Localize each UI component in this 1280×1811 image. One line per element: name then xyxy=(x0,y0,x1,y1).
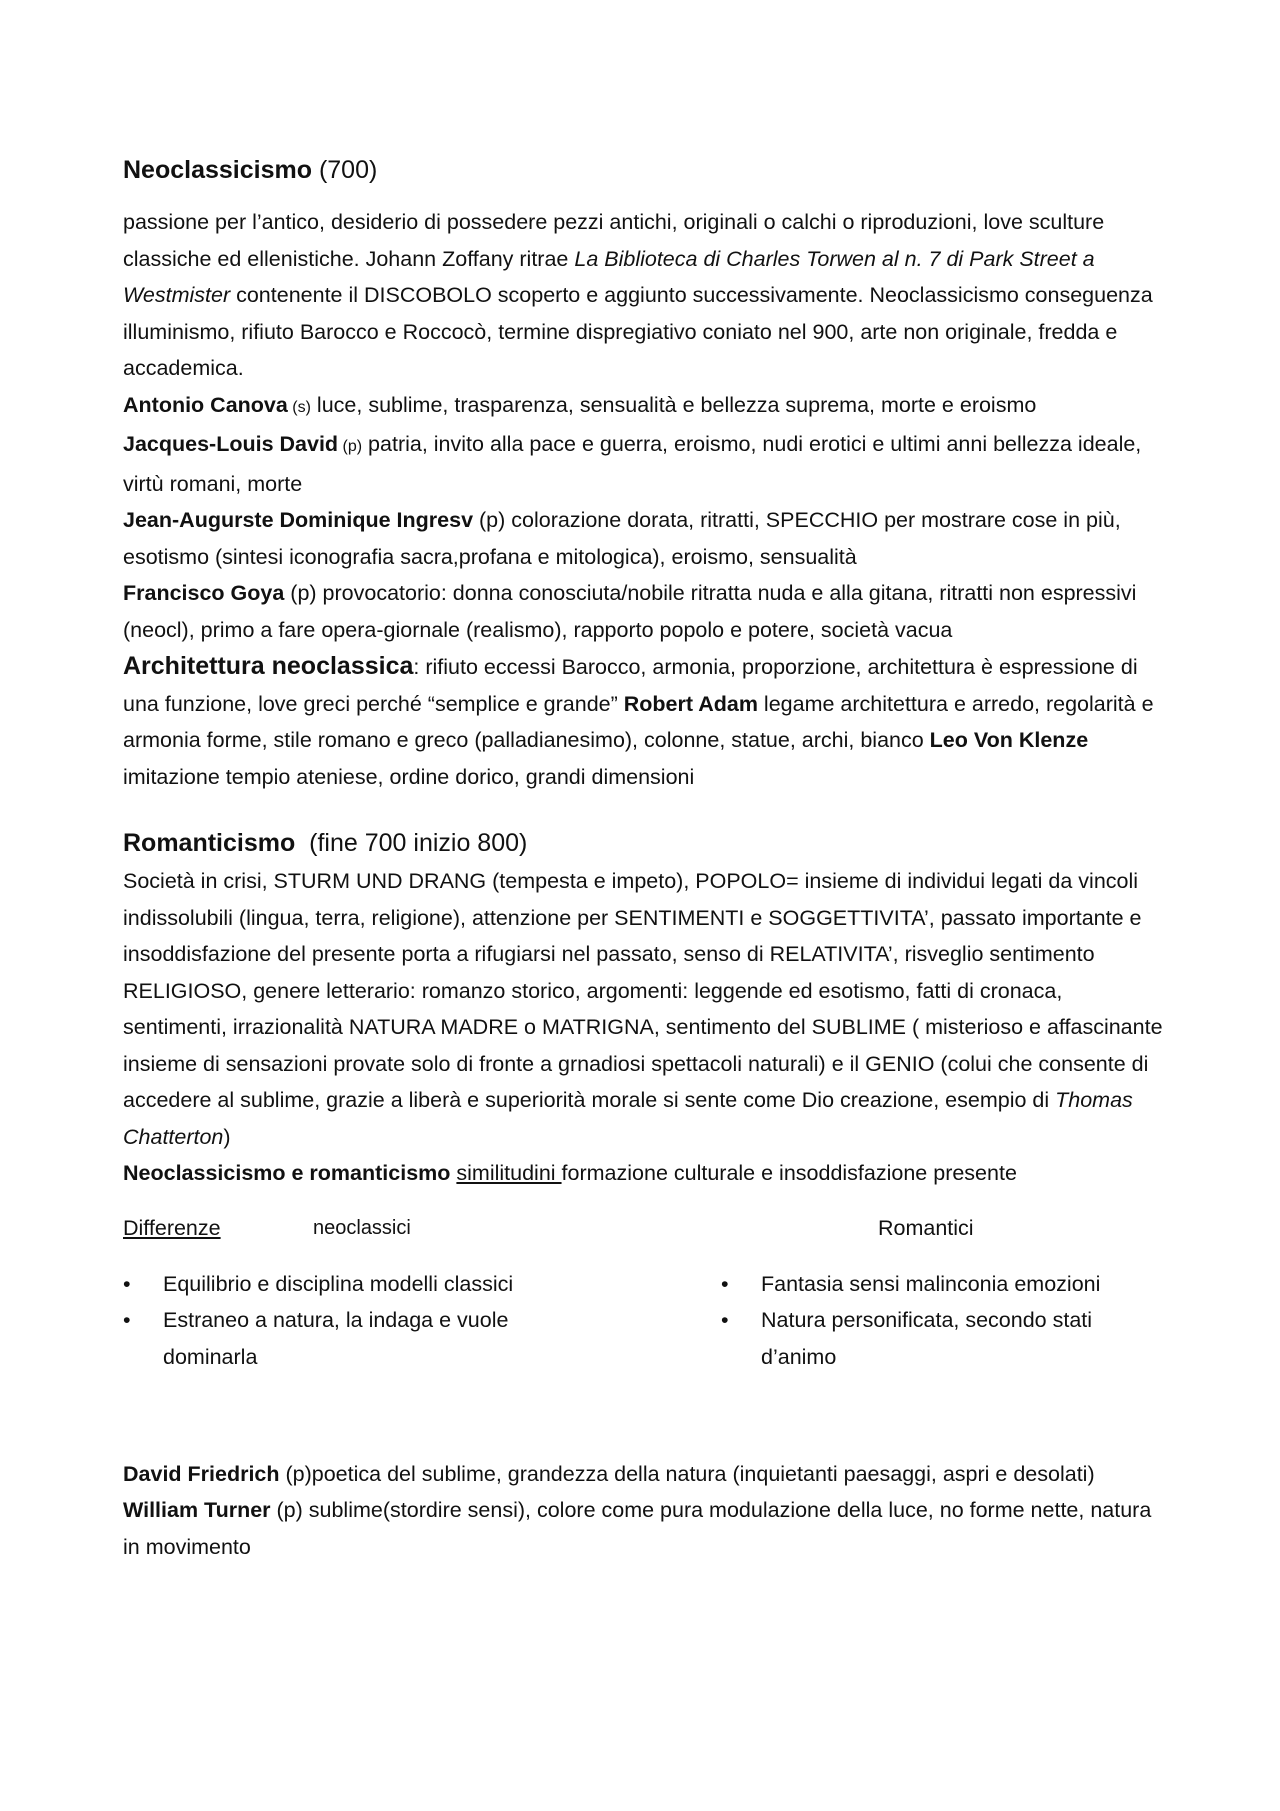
list-item-text: Estraneo a natura, la indaga e vuole dominarla xyxy=(163,1308,509,1369)
comparison-text: formazione culturale e insoddisfazione presente xyxy=(561,1161,1017,1185)
list-item-text: Fantasia sensi malinconia emozioni xyxy=(761,1271,1101,1296)
heading-period: (fine 700 inizio 800) xyxy=(295,829,528,857)
ingres-entry xyxy=(123,502,1168,575)
architect-name: Robert Adam xyxy=(623,691,758,716)
artist-name: William Turner xyxy=(123,1498,271,1522)
bullet-icon: • xyxy=(123,1271,131,1296)
architecture-text: : rifiuto eccessi Barocco, armonia, proporzione, architettura è espressione di una funzione, love greci perché “semplice e grande” xyxy=(123,655,1138,716)
goya-entry xyxy=(123,575,1168,648)
bullet-icon: • xyxy=(721,1271,729,1296)
romanticismo-heading xyxy=(123,823,1168,863)
neoclassicismo-heading xyxy=(123,150,1168,190)
heading-title: Romanticismo xyxy=(123,829,296,857)
architecture-text: legame architettura e arredo, regolarità e armonia forme, stile romano e greco (palladianesimo), colonne, statue, archi, bianco xyxy=(123,691,1154,752)
differences-header xyxy=(123,1210,1168,1246)
section-gap xyxy=(123,795,1168,823)
similarities-label: similitudini xyxy=(456,1161,562,1185)
intro-text: Società in crisi, STURM UND DRANG (tempesta e impeto), POPOLO= insieme di individui legati da vincoli indissolubili (lingua, terra, religione), attenzione per SENTIMENTI e SOGGETTIVITA’, passato importante e insoddisfazione del presente porta a rifugiarsi nel passato, senso di RELATIVITA’, risveglio sentimento RELIGIOSO, genere letterario: romanzo storico, argomenti: leggende ed esotismo, fatti di cronaca, sentimenti, irrazionalità NATURA MADRE o MATRIGNA, sentimento del SUBLIME ( misterioso e affascinante insieme di sensazioni provate solo di fronte a grnadiosi spettacoli naturali) e il GENIO (colui che consente di accedere al sublime, grazie a liberà e superiorità morale si sente come Dio creazione, esempio di xyxy=(123,869,1163,1112)
intro-text-end: ) xyxy=(223,1124,231,1149)
architecture-text: imitazione tempio ateniese, ordine dorico, grandi dimensioni xyxy=(123,764,695,789)
architecture-entry xyxy=(123,648,1168,795)
differences-columns xyxy=(123,1266,1168,1376)
artist-text: patria, invito alla pace e guerra, eroismo, nudi erotici e ultimi anni bellezza ideale, virtù romani, morte xyxy=(123,432,1142,496)
architecture-title: Architettura neoclassica xyxy=(123,652,414,680)
artist-name: Jacques-Louis David xyxy=(123,432,339,456)
comparison-title: Neoclassicismo e romanticismo xyxy=(123,1161,451,1185)
artist-text: (p) sublime(stordire sensi), colore come pura modulazione della luce, no forme nette, natura in movimento xyxy=(123,1498,1152,1559)
intro-text: passione per l’antico, desiderio di possedere pezzi antichi, originali o calchi o riproduzioni, love sculture classiche ed ellenistiche. Johann Zoffany ritrae xyxy=(123,210,1105,271)
bullet-icon: • xyxy=(123,1308,131,1332)
artist-tag: (s) xyxy=(287,398,311,416)
heading-period: (700) xyxy=(312,156,378,184)
comparison-line xyxy=(123,1155,1168,1192)
artist-example: Thomas Chatterton xyxy=(123,1088,1133,1149)
romanticismo-intro xyxy=(123,863,1168,1155)
neoclassici-column-header: neoclassici xyxy=(313,1216,411,1239)
romantici-list xyxy=(721,1266,1151,1376)
intro-text-end: contenente il DISCOBOLO scoperto e aggiunto successivamente. Neoclassicismo conseguenza illuminismo, rifiuto Barocco e Roccocò, termine dispregiativo coniato nel 900, arte non originale, fredda e accademica. xyxy=(123,283,1153,380)
bullet-icon: • xyxy=(721,1308,729,1332)
artist-name: Francisco Goya xyxy=(123,581,285,605)
artist-name: David Friedrich xyxy=(123,1461,280,1486)
differences-label: Differenze xyxy=(123,1215,221,1240)
list-item xyxy=(123,1266,523,1303)
architect-name: Leo Von Klenze xyxy=(929,728,1089,752)
artist-name: Jean-Augurste Dominique Ingresv xyxy=(123,508,474,532)
turner-entry xyxy=(123,1492,1168,1565)
artist-text: (p)poetica del sublime, grandezza della natura (inquietanti paesaggi, aspri e desolati) xyxy=(279,1461,1095,1486)
canova-entry xyxy=(123,387,1168,427)
list-item xyxy=(721,1266,1151,1303)
list-item xyxy=(123,1302,523,1375)
painting-title: La Biblioteca di Charles Torwen al n. 7 di Park Street a Westmister xyxy=(123,246,1095,307)
romantici-column-header: Romantici xyxy=(878,1215,974,1240)
heading-title: Neoclassicismo xyxy=(123,156,312,184)
list-item-text: Equilibrio e disciplina modelli classici xyxy=(163,1271,514,1296)
artist-tag: (p) xyxy=(338,438,363,455)
list-item-text: Natura personificata, secondo stati d’animo xyxy=(761,1308,1093,1369)
section-gap xyxy=(123,1376,1168,1456)
david-entry xyxy=(123,426,1168,502)
neoclassicismo-intro xyxy=(123,204,1168,387)
document-page xyxy=(123,150,1168,1565)
artist-text: luce, sublime, trasparenza, sensualità e bellezza suprema, morte e eroismo xyxy=(310,392,1037,417)
neoclassici-list xyxy=(123,1266,523,1376)
artist-text: (p) colorazione dorata, ritratti, SPECCHIO per mostrare cose in più, esotismo (sintesi iconografia sacra,profana e mitologica), eroismo, sensualità xyxy=(123,508,1121,569)
friedrich-entry xyxy=(123,1456,1168,1493)
artist-name: Antonio Canova xyxy=(123,392,288,417)
artist-text: (p) provocatorio: donna conosciuta/nobile ritratta nuda e alla gitana, ritratti non espressivi (neocl), primo a fare opera-giornale (realismo), rapporto popolo e potere, società vacua xyxy=(123,581,1137,642)
list-item xyxy=(721,1302,1151,1375)
